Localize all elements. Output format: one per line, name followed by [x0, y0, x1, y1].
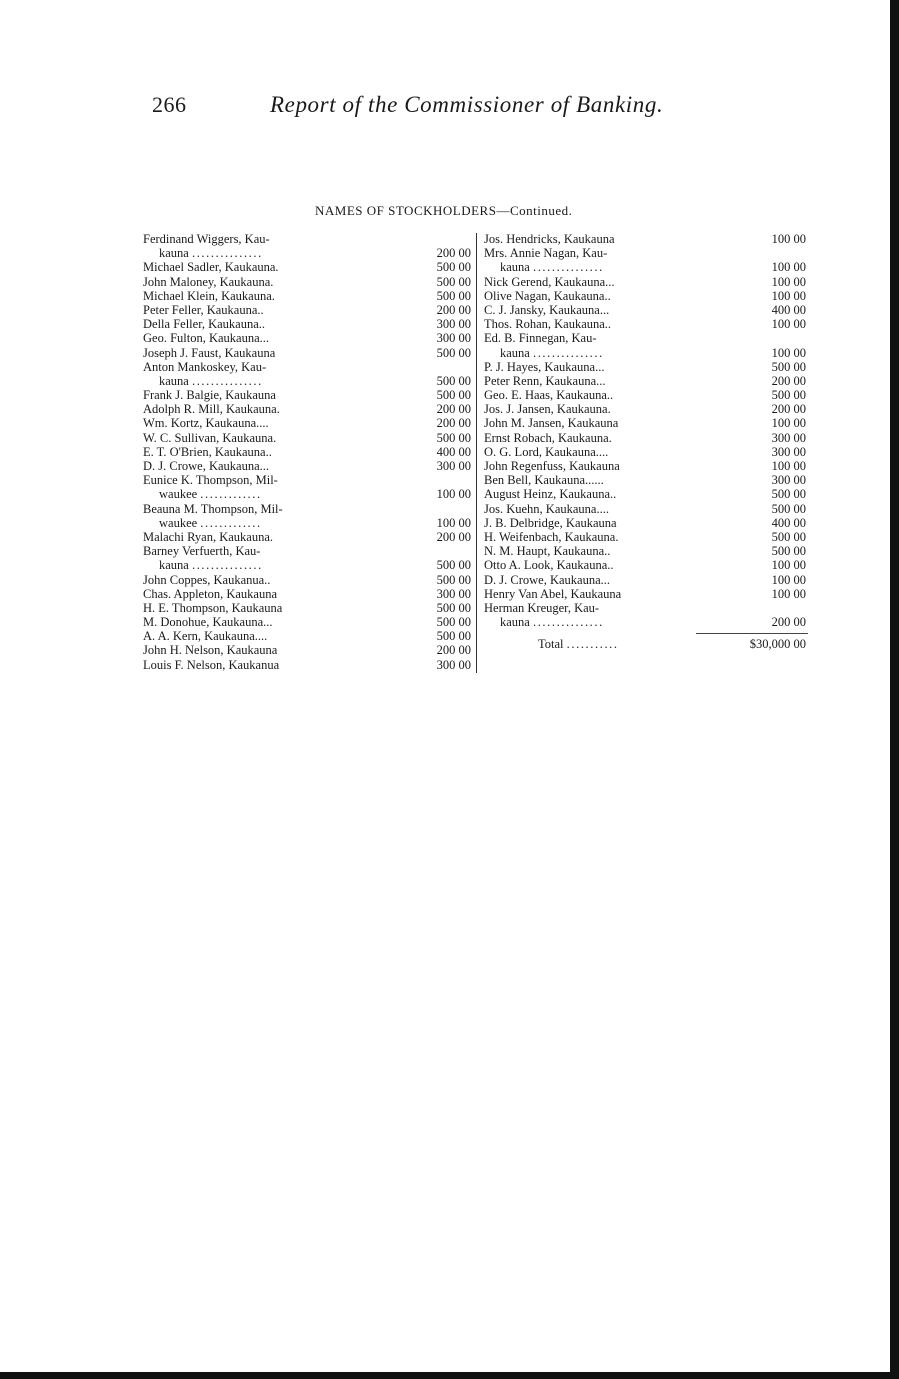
stockholder-name — [143, 275, 273, 289]
stockholder-name — [143, 388, 276, 402]
stockholder-row — [143, 615, 473, 629]
stockholder-row — [484, 346, 814, 360]
stockholder-name — [484, 275, 615, 289]
stockholder-row — [484, 374, 814, 388]
stockholder-name — [143, 303, 264, 317]
share-amount: 100 00 — [771, 345, 806, 360]
total-label-group — [538, 637, 619, 651]
dot-leader: ............. — [200, 515, 262, 530]
share-amount: 200 00 — [771, 373, 806, 388]
share-amount: 500 00 — [436, 572, 471, 587]
stockholder-row — [484, 416, 814, 430]
stockholder-name — [143, 573, 270, 587]
dot-leader: ............... — [191, 558, 263, 573]
stockholder-name-text: Otto A. Look, Kaukauna.. — [484, 558, 614, 573]
stockholder-name — [143, 502, 283, 516]
stockholder-row — [143, 516, 473, 530]
share-amount: 500 00 — [436, 629, 471, 644]
stockholder-name-text: N. M. Haupt, Kaukauna.. — [484, 544, 611, 559]
stockholder-name-text: kauna — [500, 345, 530, 360]
stockholder-name — [484, 573, 610, 587]
scan-page-edge-bottom — [0, 1372, 899, 1379]
share-amount: 500 00 — [771, 359, 806, 374]
stockholder-row — [143, 246, 473, 260]
stockholder-row — [143, 431, 473, 445]
stockholder-name-text: Malachi Ryan, Kaukauna. — [143, 529, 274, 544]
stockholder-name-text: Louis F. Nelson, Kaukanua — [143, 657, 280, 672]
stockholder-name-text: Beauna M. Thompson, Mil- — [143, 501, 283, 516]
stockholder-name-text: Frank J. Balgie, Kaukauna — [143, 388, 276, 403]
stockholder-name — [484, 530, 618, 544]
stockholder-row — [484, 573, 814, 587]
stockholder-row — [484, 587, 814, 601]
stockholder-name — [159, 246, 263, 260]
stockholder-row — [484, 431, 814, 445]
stockholder-name-text: Eunice K. Thompson, Mil- — [143, 473, 278, 488]
share-amount: 100 00 — [436, 515, 471, 530]
stockholders-right-column — [484, 232, 814, 651]
stockholder-name — [484, 331, 596, 345]
section-title-main: NAMES OF STOCKHOLDERS — [315, 203, 497, 218]
stockholder-row — [143, 232, 473, 246]
stockholder-name — [484, 360, 604, 374]
stockholder-name-text: waukee — [159, 515, 198, 530]
share-amount: 500 00 — [771, 388, 806, 403]
page-number: 266 — [152, 92, 187, 117]
share-amount: 500 00 — [436, 373, 471, 388]
share-amount: 500 00 — [436, 345, 471, 360]
share-amount: 100 00 — [771, 416, 806, 431]
share-amount: 500 00 — [771, 501, 806, 516]
stockholder-name — [143, 530, 273, 544]
stockholder-name-text: E. T. O'Brien, Kaukauna.. — [143, 444, 272, 459]
stockholder-name — [484, 246, 607, 260]
stockholder-name — [484, 544, 610, 558]
stockholder-row — [484, 246, 814, 260]
stockholder-name-text: kauna — [500, 615, 530, 630]
stockholder-name — [484, 388, 613, 402]
stockholder-name — [143, 658, 279, 672]
stockholder-name — [143, 629, 267, 643]
stockholder-row — [484, 516, 814, 530]
stockholder-row — [143, 530, 473, 544]
stockholder-name — [484, 431, 612, 445]
stockholder-name-text: Michael Klein, Kaukauna. — [143, 288, 275, 303]
stockholder-name-text: Anton Mankoskey, Kau- — [143, 359, 267, 374]
stockholder-name — [484, 459, 620, 473]
stockholder-name-text: Henry Van Abel, Kaukauna — [484, 586, 622, 601]
stockholder-name — [143, 615, 273, 629]
stockholder-row — [143, 303, 473, 317]
total-row — [484, 637, 814, 651]
stockholder-row — [484, 558, 814, 572]
stockholder-name-text: A. A. Kern, Kaukauna.... — [143, 629, 268, 644]
stockholder-row — [143, 275, 473, 289]
stockholder-name-text: J. B. Delbridge, Kaukauna — [484, 515, 617, 530]
stockholder-row — [484, 303, 814, 317]
stockholder-row — [143, 487, 473, 501]
stockholder-name — [159, 487, 262, 501]
share-amount: 500 00 — [436, 288, 471, 303]
share-amount: 500 00 — [771, 544, 806, 559]
stockholder-row — [143, 260, 473, 274]
share-amount: 200 00 — [436, 246, 471, 261]
share-amount: 100 00 — [771, 572, 806, 587]
stockholder-row — [143, 573, 473, 587]
scan-page-edge-right — [890, 0, 899, 1379]
stockholder-name-text: W. C. Sullivan, Kaukauna. — [143, 430, 277, 445]
stockholder-row — [484, 445, 814, 459]
share-amount: 400 00 — [771, 515, 806, 530]
stockholder-name-text: Peter Renn, Kaukauna... — [484, 373, 606, 388]
share-amount: 100 00 — [771, 260, 806, 275]
share-amount: 200 00 — [436, 643, 471, 658]
stockholder-name — [143, 289, 275, 303]
stockholder-row — [143, 558, 473, 572]
stockholder-row — [484, 289, 814, 303]
dot-leader: ........... — [566, 637, 619, 652]
share-amount: 500 00 — [436, 274, 471, 289]
stockholder-name-text: H. E. Thompson, Kaukauna — [143, 600, 283, 615]
stockholder-name-text: Adolph R. Mill, Kaukauna. — [143, 402, 280, 417]
stockholder-row — [484, 331, 814, 345]
stockholder-name — [484, 473, 604, 487]
stockholder-name-text: Geo. E. Haas, Kaukauna.. — [484, 388, 614, 403]
share-amount: 300 00 — [436, 331, 471, 346]
stockholder-name — [159, 374, 263, 388]
stockholder-name-text: Michael Sadler, Kaukauna. — [143, 260, 279, 275]
stockholder-row — [484, 459, 814, 473]
stockholder-name — [500, 615, 604, 629]
stockholder-name-text: Ernst Robach, Kaukauna. — [484, 430, 612, 445]
stockholder-name — [143, 431, 276, 445]
stockholder-row — [143, 360, 473, 374]
share-amount: 100 00 — [771, 586, 806, 601]
stockholder-row — [143, 587, 473, 601]
stockholder-name-text: kauna — [159, 558, 189, 573]
stockholder-name-text: M. Donohue, Kaukauna... — [143, 615, 273, 630]
share-amount: 500 00 — [436, 615, 471, 630]
stockholder-row — [484, 530, 814, 544]
stockholder-name-text: Ed. B. Finnegan, Kau- — [484, 331, 597, 346]
share-amount: 100 00 — [771, 232, 806, 246]
stockholder-name-text: kauna — [159, 373, 189, 388]
stockholder-name — [484, 601, 599, 615]
share-amount: 300 00 — [436, 459, 471, 473]
stockholder-row — [143, 402, 473, 416]
stockholder-name-text: August Heinz, Kaukauna.. — [484, 487, 617, 502]
stockholder-name-text: Herman Kreuger, Kau- — [484, 600, 600, 615]
stockholder-name — [143, 459, 269, 473]
stockholder-name — [143, 544, 260, 558]
stockholder-name-text: Peter Feller, Kaukauna.. — [143, 302, 264, 317]
stockholder-name-text: John Maloney, Kaukauna. — [143, 274, 274, 289]
share-amount: 200 00 — [771, 402, 806, 417]
stockholder-name-text: Jos. J. Jansen, Kaukauna. — [484, 402, 611, 417]
column-divider — [476, 233, 477, 673]
stockholder-row — [143, 289, 473, 303]
stockholder-name-text: Joseph J. Faust, Kaukauna — [143, 345, 276, 360]
dot-leader: ............... — [191, 373, 263, 388]
stockholder-row — [484, 360, 814, 374]
stockholder-name-text: Olive Nagan, Kaukauna.. — [484, 288, 611, 303]
stockholder-row — [143, 629, 473, 643]
stockholder-row — [143, 502, 473, 516]
stockholder-name — [484, 289, 611, 303]
stockholder-name — [484, 445, 608, 459]
stockholder-name — [484, 487, 616, 501]
share-amount: 400 00 — [436, 444, 471, 459]
stockholder-name — [143, 331, 269, 345]
stockholder-row — [484, 615, 814, 629]
share-amount: 200 00 — [436, 402, 471, 417]
total-amount: $30,000 00 — [749, 637, 806, 652]
section-title-suffix: —Continued. — [496, 203, 573, 218]
share-amount: 400 00 — [771, 302, 806, 317]
stockholder-name — [143, 416, 269, 430]
running-title: Report of the Commissioner of Banking. — [270, 92, 664, 117]
stockholder-name-text: Mrs. Annie Nagan, Kau- — [484, 246, 608, 261]
stockholder-name-text: C. J. Jansky, Kaukauna... — [484, 302, 610, 317]
stockholder-name — [143, 445, 272, 459]
stockholder-name-text: John M. Jansen, Kaukauna — [484, 416, 619, 431]
stockholder-name — [143, 260, 279, 274]
stockholder-row — [484, 388, 814, 402]
stockholder-name — [484, 558, 614, 572]
stockholder-name — [143, 360, 266, 374]
share-amount: 100 00 — [771, 558, 806, 573]
stockholder-name-text: kauna — [500, 260, 530, 275]
stockholder-name-text: Thos. Rohan, Kaukauna.. — [484, 317, 612, 332]
share-amount: 100 00 — [771, 274, 806, 289]
stockholder-row — [484, 317, 814, 331]
share-amount: 200 00 — [436, 302, 471, 317]
stockholder-name — [143, 643, 277, 657]
stockholder-row — [143, 658, 473, 672]
stockholder-name-text: John Coppes, Kaukanua.. — [143, 572, 271, 587]
stockholder-row — [484, 473, 814, 487]
stockholder-name-text: John Regenfuss, Kaukauna — [484, 459, 620, 473]
share-amount: 300 00 — [436, 586, 471, 601]
stockholder-name — [143, 587, 277, 601]
stockholder-row — [484, 502, 814, 516]
stockholder-row — [484, 402, 814, 416]
stockholder-name-text: kauna — [159, 246, 189, 261]
stockholder-name-text: Ferdinand Wiggers, Kau- — [143, 232, 270, 246]
stockholder-name-text: waukee — [159, 487, 198, 502]
stockholder-name-text: Jos. Hendricks, Kaukauna — [484, 232, 615, 246]
share-amount: 500 00 — [436, 430, 471, 445]
stockholder-row — [143, 544, 473, 558]
stockholder-row — [484, 275, 814, 289]
share-amount: 100 00 — [436, 487, 471, 502]
share-amount: 500 00 — [771, 487, 806, 502]
stockholder-row — [143, 374, 473, 388]
stockholder-name-text: Wm. Kortz, Kaukauna.... — [143, 416, 269, 431]
dot-leader: ............. — [200, 487, 262, 502]
stockholder-row — [143, 388, 473, 402]
share-amount: 300 00 — [771, 430, 806, 445]
share-amount: 100 00 — [771, 288, 806, 303]
stockholder-row — [143, 416, 473, 430]
stockholder-name — [484, 232, 615, 246]
share-amount: 300 00 — [436, 317, 471, 332]
share-amount: 100 00 — [771, 317, 806, 332]
stockholder-name — [159, 558, 263, 572]
stockholder-name-text: Jos. Kuehn, Kaukauna.... — [484, 501, 609, 516]
share-amount: 500 00 — [436, 558, 471, 573]
stockholder-row — [484, 601, 814, 615]
stockholder-name — [143, 473, 278, 487]
share-amount: 300 00 — [436, 657, 471, 672]
share-amount: 500 00 — [436, 260, 471, 275]
total-rule — [484, 629, 814, 637]
stockholder-name — [484, 416, 618, 430]
dot-leader: ............... — [532, 615, 604, 630]
stockholder-name — [484, 516, 617, 530]
stockholder-name-text: John H. Nelson, Kaukauna — [143, 643, 278, 658]
share-amount: 300 00 — [771, 444, 806, 459]
stockholder-name-text: Barney Verfuerth, Kau- — [143, 544, 261, 559]
stockholders-left-column — [143, 232, 473, 672]
stockholder-row — [484, 487, 814, 501]
stockholder-name — [484, 303, 609, 317]
stockholder-name-text: D. J. Crowe, Kaukauna... — [143, 459, 270, 473]
stockholder-name-text: P. J. Hayes, Kaukauna... — [484, 359, 605, 374]
dot-leader: ............... — [532, 260, 604, 275]
stockholder-name-text: O. G. Lord, Kaukauna.... — [484, 444, 609, 459]
stockholder-name-text: Della Feller, Kaukauna.. — [143, 317, 266, 332]
stockholder-name — [484, 402, 611, 416]
stockholder-name — [500, 260, 604, 274]
stockholder-row — [143, 459, 473, 473]
stockholder-name — [484, 587, 621, 601]
stockholder-name-text: Geo. Fulton, Kaukauna... — [143, 331, 270, 346]
share-amount: 200 00 — [771, 615, 806, 630]
stockholder-name — [143, 402, 280, 416]
stockholder-row — [484, 544, 814, 558]
share-amount: 500 00 — [771, 529, 806, 544]
stockholder-name — [484, 502, 609, 516]
stockholder-name — [484, 374, 606, 388]
share-amount: 100 00 — [771, 459, 806, 473]
section-title — [315, 203, 572, 219]
stockholder-name-text: D. J. Crowe, Kaukauna... — [484, 572, 611, 587]
stockholder-row — [143, 643, 473, 657]
share-amount: 500 00 — [436, 600, 471, 615]
stockholder-row — [143, 317, 473, 331]
dot-leader: ............... — [191, 246, 263, 261]
stockholder-name — [143, 601, 282, 615]
share-amount: 500 00 — [436, 388, 471, 403]
share-amount: 200 00 — [436, 416, 471, 431]
share-amount: 200 00 — [436, 529, 471, 544]
stockholder-name — [500, 346, 604, 360]
page-header — [152, 92, 697, 126]
stockholder-row — [143, 473, 473, 487]
stockholder-row — [484, 260, 814, 274]
stockholder-row — [484, 232, 814, 246]
stockholder-name-text: Ben Bell, Kaukauna...... — [484, 473, 604, 488]
stockholder-name-text: H. Weifenbach, Kaukauna. — [484, 529, 619, 544]
stockholder-name-text: Nick Gerend, Kaukauna... — [484, 274, 615, 289]
stockholder-name — [143, 346, 275, 360]
stockholder-name — [143, 317, 265, 331]
share-amount: 300 00 — [771, 473, 806, 488]
stockholder-row — [143, 445, 473, 459]
stockholder-name-text: Chas. Appleton, Kaukauna — [143, 586, 278, 601]
dot-leader: ............... — [532, 345, 604, 360]
stockholder-row — [143, 346, 473, 360]
stockholder-name — [484, 317, 611, 331]
total-label: Total — [538, 637, 564, 652]
stockholder-row — [143, 331, 473, 345]
stockholder-row — [143, 601, 473, 615]
stockholder-name — [143, 232, 270, 246]
stockholder-name — [159, 516, 262, 530]
